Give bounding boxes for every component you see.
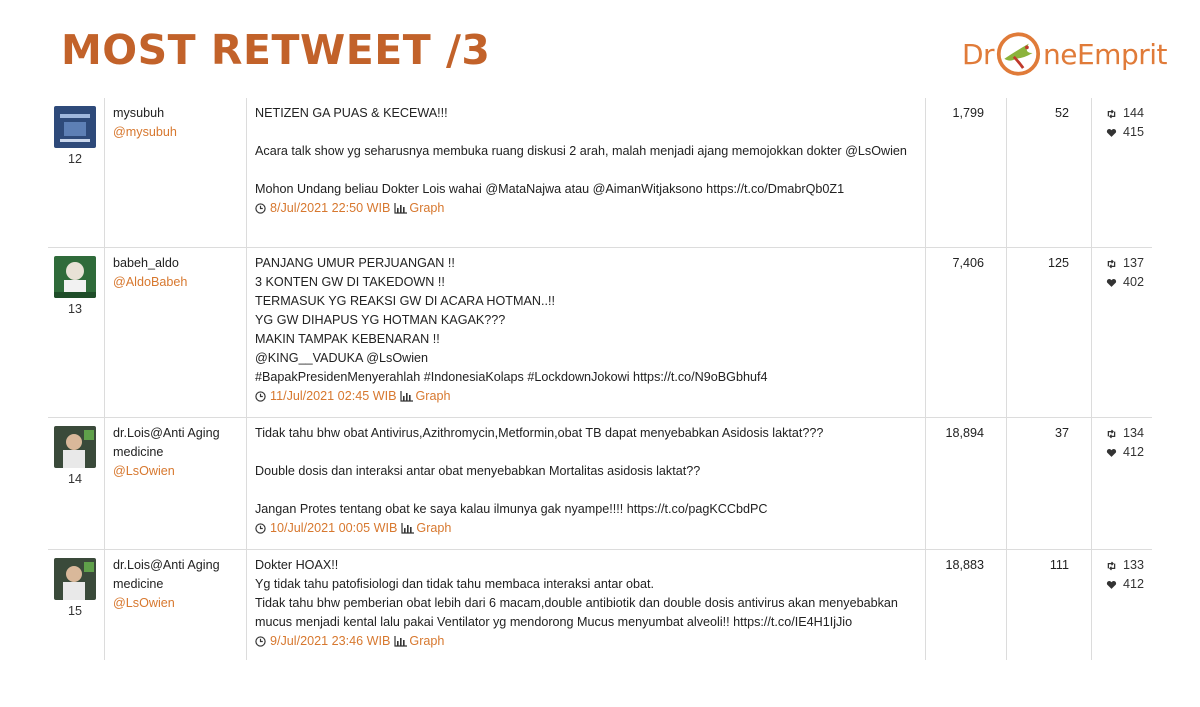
like-stat <box>1106 273 1144 292</box>
user-handle-link[interactable]: @mysubuh <box>113 125 177 139</box>
retweet-icon <box>1106 560 1117 572</box>
heart-icon <box>1106 127 1117 139</box>
retweet-count: 137 <box>1122 256 1144 270</box>
graph-label: Graph <box>409 634 445 648</box>
retweet-count: 144 <box>1122 106 1144 120</box>
tweet-text: NETIZEN GA PUAS & KECEWA!!! Acara talk show yg seharusnya membuka ruang diskusi 2 arah, malah menjadi ajang memojokkan dokter @LsOwien Mohon Undang beliau Dokter Lois wahai @MataNajwa atau @AimanWitjaksono https://t.co/DmabrQb0Z1 <box>255 106 907 196</box>
retweet-icon <box>1106 428 1117 440</box>
hummingbird-logo-icon <box>995 29 1042 79</box>
user-name: dr.Lois@Anti Aging <box>113 426 220 440</box>
clock-icon <box>255 523 266 534</box>
retweet-stat <box>1106 556 1144 575</box>
dr-lois-avatar-icon[interactable] <box>54 426 96 468</box>
user-cell <box>105 248 247 417</box>
graph-link[interactable] <box>394 199 444 218</box>
tweet-text: Dokter HOAX!! Yg tidak tahu patofisiologi dan tidak tahu membaca interaksi antar obat. Tidak tahu bhw pemberian obat lebih dari 6 macam,double antibiotik dan double dosis antivirus akan menyebabkan mucus menjadi kental lalu pakai Ventilator yg mendorong Mucus menyumbat alveoli!! https://t.co/IE4H1IjJio <box>255 558 898 629</box>
bar-chart-icon <box>401 523 415 534</box>
secondary-count: 37 <box>1007 418 1092 549</box>
heart-icon <box>1106 579 1117 591</box>
table-row <box>48 98 1152 248</box>
rank-number: 15 <box>67 604 82 618</box>
logo-text-left: Dr <box>962 37 995 71</box>
tweet-meta <box>255 519 917 538</box>
engagement-cell <box>1092 418 1152 549</box>
tweet-text: Tidak tahu bhw obat Antivirus,Azithromycin,Metformin,obat TB dapat menyebabkan Asidosis laktat??? Double dosis dan interaksi antar obat menyebabkan Mortalitas asidosis laktat?? Jangan Protes tentang obat ke saya kalau ilmunya gak nyampe!!!! https://t.co/pagKCCbdPC <box>255 426 824 516</box>
user-handle-link[interactable]: @AldoBabeh <box>113 275 188 289</box>
tweet-meta <box>255 199 917 218</box>
rank-number: 12 <box>67 152 82 166</box>
like-count: 412 <box>1122 445 1144 459</box>
user-cell <box>105 98 247 247</box>
followers-count: 1,799 <box>926 98 1007 247</box>
followers-count: 7,406 <box>926 248 1007 417</box>
user-name: dr.Lois@Anti Aging <box>113 558 220 572</box>
user-name-line2: medicine <box>113 445 164 459</box>
retweet-count: 133 <box>1122 558 1144 572</box>
dr-lois-avatar-icon[interactable] <box>54 558 96 600</box>
retweet-stat <box>1106 424 1144 443</box>
drone-emprit-logo <box>962 26 1167 82</box>
retweet-stat <box>1106 254 1144 273</box>
table-row <box>48 418 1152 550</box>
retweet-stat <box>1106 104 1144 123</box>
like-stat <box>1106 575 1144 594</box>
engagement-cell <box>1092 550 1152 660</box>
mysubuh-avatar-icon[interactable] <box>54 106 96 148</box>
logo-text-right: neEmprit <box>1043 37 1167 71</box>
table-row <box>48 550 1152 660</box>
bar-chart-icon <box>394 636 408 647</box>
tweet-text: PANJANG UMUR PERJUANGAN !! 3 KONTEN GW DI TAKEDOWN !! TERMASUK YG REAKSI GW DI ACARA HOTMAN..!! YG GW DIHAPUS YG HOTMAN KAGAK??? MAKIN TAMPAK KEBENARAN !! @KING__VADUKA @LsOwien #BapakPresidenMenyerahlah #IndonesiaKolaps #LockdownJokowi https://t.co/N9oBGbhuf4 <box>255 256 768 384</box>
secondary-count: 111 <box>1007 550 1092 660</box>
babeh-aldo-avatar-icon[interactable] <box>54 256 96 298</box>
avatar-cell <box>48 418 105 549</box>
engagement-cell <box>1092 98 1152 247</box>
heart-icon <box>1106 277 1117 289</box>
graph-link[interactable] <box>401 519 451 538</box>
tweet-timestamp-link[interactable]: 10/Jul/2021 00:05 WIB <box>270 521 398 535</box>
retweet-icon <box>1106 108 1117 120</box>
clock-icon <box>255 391 266 402</box>
graph-label: Graph <box>409 201 445 215</box>
tweet-cell <box>247 98 926 247</box>
tweet-meta <box>255 632 917 651</box>
bar-chart-icon <box>394 203 408 214</box>
user-name-line2: medicine <box>113 577 164 591</box>
avatar-cell <box>48 248 105 417</box>
bar-chart-icon <box>400 391 414 402</box>
table-row <box>48 248 1152 418</box>
tweet-table <box>48 98 1152 660</box>
retweet-count: 134 <box>1122 426 1144 440</box>
tweet-cell <box>247 418 926 549</box>
tweet-cell <box>247 550 926 660</box>
tweet-timestamp-link[interactable]: 9/Jul/2021 23:46 WIB <box>270 634 391 648</box>
clock-icon <box>255 203 266 214</box>
avatar-cell <box>48 98 105 247</box>
graph-link[interactable] <box>400 387 450 406</box>
like-count: 415 <box>1122 125 1144 139</box>
user-cell <box>105 418 247 549</box>
tweet-meta <box>255 387 917 406</box>
like-stat <box>1106 443 1144 462</box>
tweet-timestamp-link[interactable]: 8/Jul/2021 22:50 WIB <box>270 201 391 215</box>
rank-number: 14 <box>67 472 82 486</box>
like-count: 412 <box>1122 577 1144 591</box>
heart-icon <box>1106 447 1117 459</box>
graph-link[interactable] <box>394 632 444 651</box>
clock-icon <box>255 636 266 647</box>
user-handle-link[interactable]: @LsOwien <box>113 464 175 478</box>
rank-number: 13 <box>67 302 82 316</box>
tweet-timestamp-link[interactable]: 11/Jul/2021 02:45 WIB <box>270 389 397 403</box>
avatar-cell <box>48 550 105 660</box>
user-handle-link[interactable]: @LsOwien <box>113 596 175 610</box>
graph-label: Graph <box>416 521 452 535</box>
secondary-count: 125 <box>1007 248 1092 417</box>
followers-count: 18,894 <box>926 418 1007 549</box>
user-cell <box>105 550 247 660</box>
like-stat <box>1106 123 1144 142</box>
user-name: babeh_aldo <box>113 256 179 270</box>
engagement-cell <box>1092 248 1152 417</box>
tweet-cell <box>247 248 926 417</box>
followers-count: 18,883 <box>926 550 1007 660</box>
page-title: MOST RETWEET /3 <box>61 26 491 74</box>
like-count: 402 <box>1122 275 1144 289</box>
retweet-icon <box>1106 258 1117 270</box>
user-name: mysubuh <box>113 106 165 120</box>
secondary-count: 52 <box>1007 98 1092 247</box>
graph-label: Graph <box>415 389 451 403</box>
